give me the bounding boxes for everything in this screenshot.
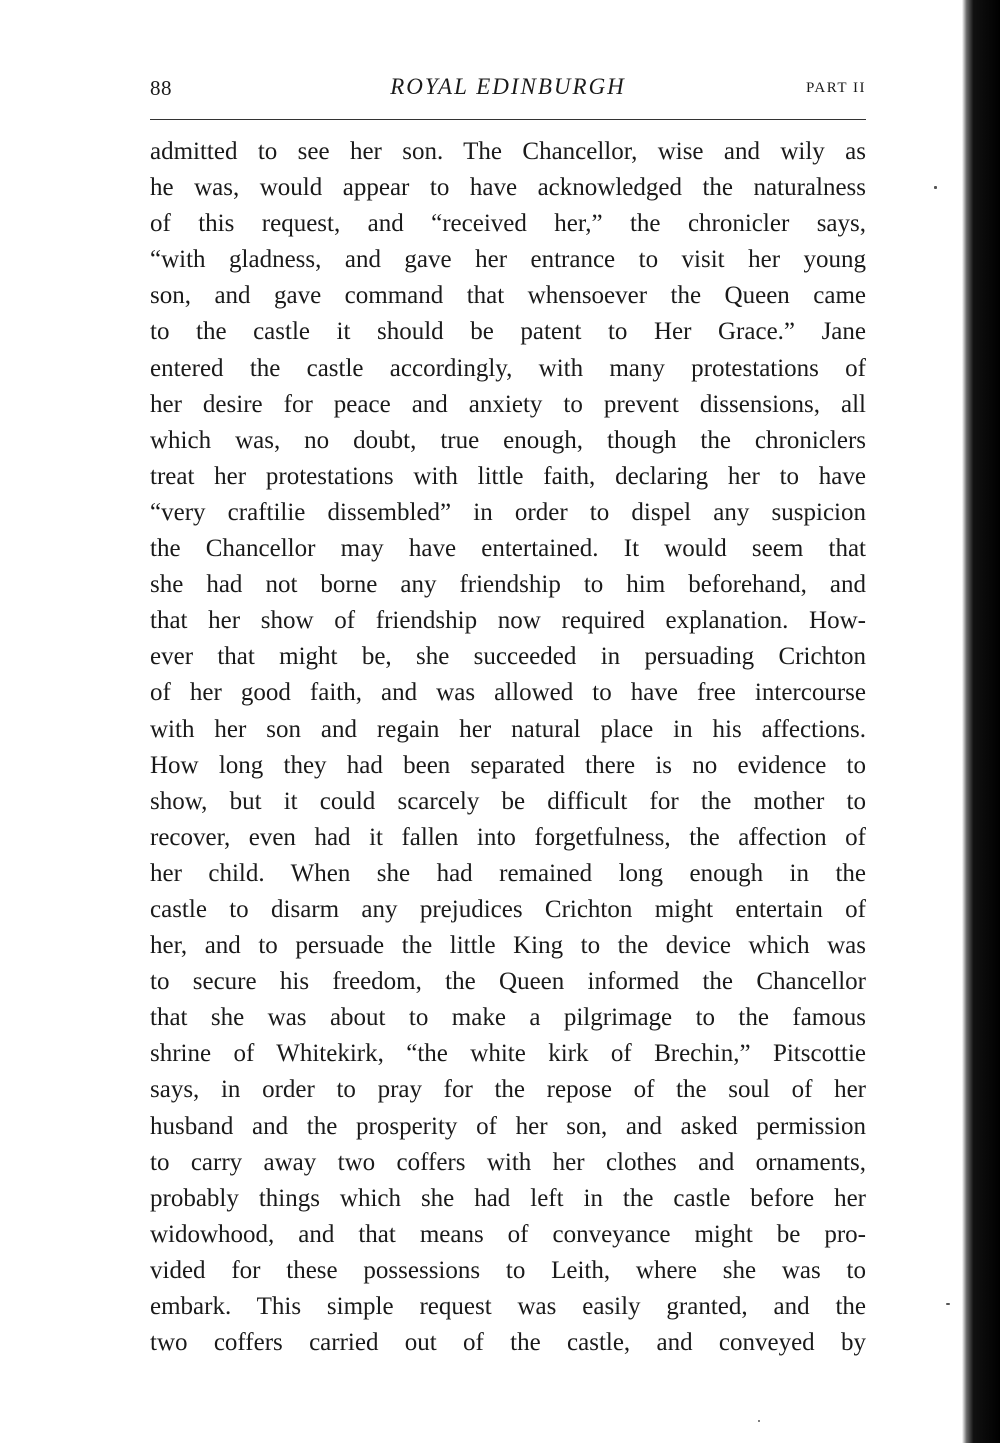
text-line: with her son and regain her natural place in his affections. <box>150 715 866 743</box>
text-line: says, in order to pray for the repose of the soul of her <box>150 1076 866 1104</box>
text-line: widowhood, and that means of conveyance might be pro- <box>150 1220 866 1248</box>
text-line: ever that might be, she succeeded in persuading Crichton <box>150 643 866 671</box>
text-line: treat her protestations with little faith, declaring her to have <box>150 462 866 490</box>
text-line: to the castle it should be patent to Her Grace.” Jane <box>150 318 866 346</box>
text-line: vided for these possessions to Leith, where she was to <box>150 1256 866 1284</box>
text-line: her child. When she had remained long enough in the <box>150 859 866 887</box>
text-line: that her show of friendship now required explanation. How- <box>150 607 866 635</box>
text-line: the Chancellor may have entertained. It would seem that <box>150 535 866 563</box>
text-line: he was, would appear to have acknowledged the naturalness <box>150 174 866 202</box>
text-line: entered the castle accordingly, with many protestations of <box>150 354 866 382</box>
page-header <box>150 72 866 104</box>
text-line: husband and the prosperity of her son, and asked permission <box>150 1112 866 1140</box>
scan-speck <box>758 1420 760 1422</box>
text-line: of her good faith, and was allowed to have free intercourse <box>150 679 866 707</box>
text-line: embark. This simple request was easily granted, and the <box>150 1293 866 1320</box>
text-line: How long they had been separated there is no evidence to <box>150 751 866 779</box>
text-line: recover, even had it fallen into forgetfulness, the affection of <box>150 823 866 851</box>
running-title: ROYAL EDINBURGH <box>390 74 626 99</box>
part-label: PART II <box>805 80 866 96</box>
text-line: to secure his freedom, the Queen informed the Chancellor <box>150 968 866 996</box>
text-line: show, but it could scarcely be difficult for the mother to <box>150 787 866 815</box>
text-line: castle to disarm any prejudices Crichton might entertain of <box>150 895 866 923</box>
text-line: shrine of Whitekirk, “the white kirk of Brechin,” Pitscottie <box>150 1040 866 1068</box>
text-line: probably things which she had left in the castle before her <box>150 1184 866 1212</box>
scan-speck <box>946 1303 950 1305</box>
header-rule <box>150 119 866 120</box>
text-line: to carry away two coffers with her clothes and ornaments, <box>150 1148 866 1176</box>
text-line: two coffers carried out of the castle, and conveyed by <box>150 1329 866 1357</box>
scan-speck <box>934 186 937 189</box>
text-line: her, and to persuade the little King to the device which was <box>150 932 866 960</box>
binding-edge-shadow <box>962 0 1000 1443</box>
text-line: son, and gave command that whensoever the Queen came <box>150 282 866 310</box>
text-line: which was, no doubt, true enough, though the chroniclers <box>150 426 866 454</box>
text-line: admitted to see her son. The Chancellor, wise and wily as <box>150 138 866 165</box>
body-text <box>150 134 866 1361</box>
text-line: “very craftilie dissembled” in order to dispel any suspicion <box>150 498 866 526</box>
text-line: her desire for peace and anxiety to prevent dissensions, all <box>150 390 866 418</box>
page-number: 88 <box>150 76 172 100</box>
text-line: of this request, and “received her,” the chronicler says, <box>150 210 866 238</box>
text-line: “with gladness, and gave her entrance to visit her young <box>150 246 866 274</box>
text-line: that she was about to make a pilgrimage to the famous <box>150 1004 866 1032</box>
text-line: she had not borne any friendship to him beforehand, and <box>150 571 866 599</box>
